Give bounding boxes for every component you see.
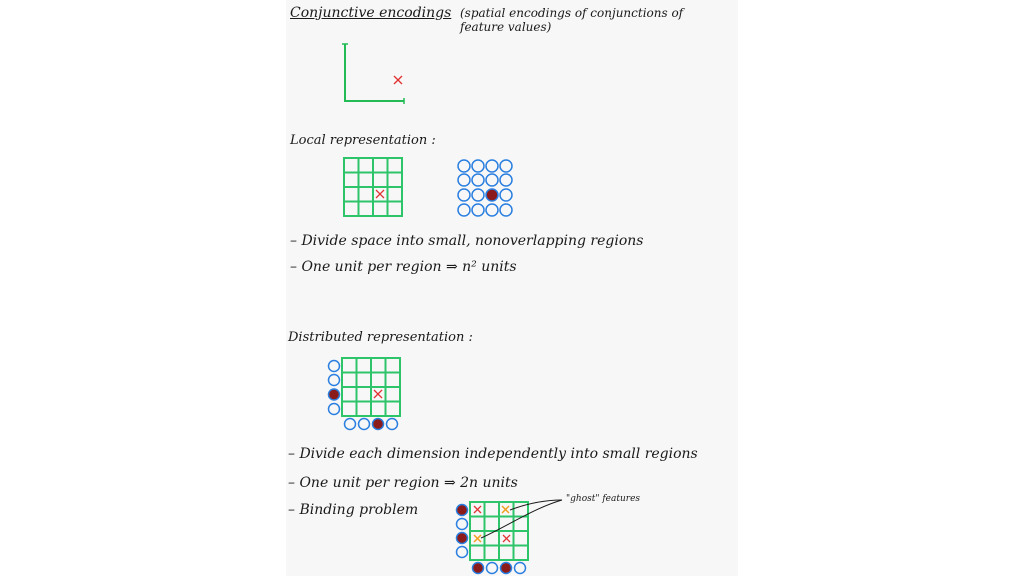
local-cross [376,190,384,198]
notes-page [286,0,738,576]
title-note: (spatial encodings of conjunctions of feature values) [460,6,684,34]
distributed-heading: Distributed representation : [288,330,473,345]
local-units [456,158,520,220]
axis-sketch [342,42,412,106]
ghost-features-label: "ghost" features [566,494,641,504]
local-bullet-2: – One unit per region ⇒ n² units [290,259,517,275]
local-grid [342,156,406,220]
page-title: Conjunctive encodings [290,5,452,21]
active-unit [486,189,498,201]
binding-figure [454,498,534,576]
distributed-figure [326,356,416,436]
distributed-bullet-3: – Binding problem [288,502,419,518]
distributed-bullet-2: – One unit per region ⇒ 2n units [288,475,518,491]
local-bullet-1: – Divide space into small, nonoverlapping regions [290,233,644,249]
feature-cross [394,76,402,84]
local-heading: Local representation : [290,133,436,148]
distributed-bullet-1: – Divide each dimension independently into small regions [288,446,698,462]
